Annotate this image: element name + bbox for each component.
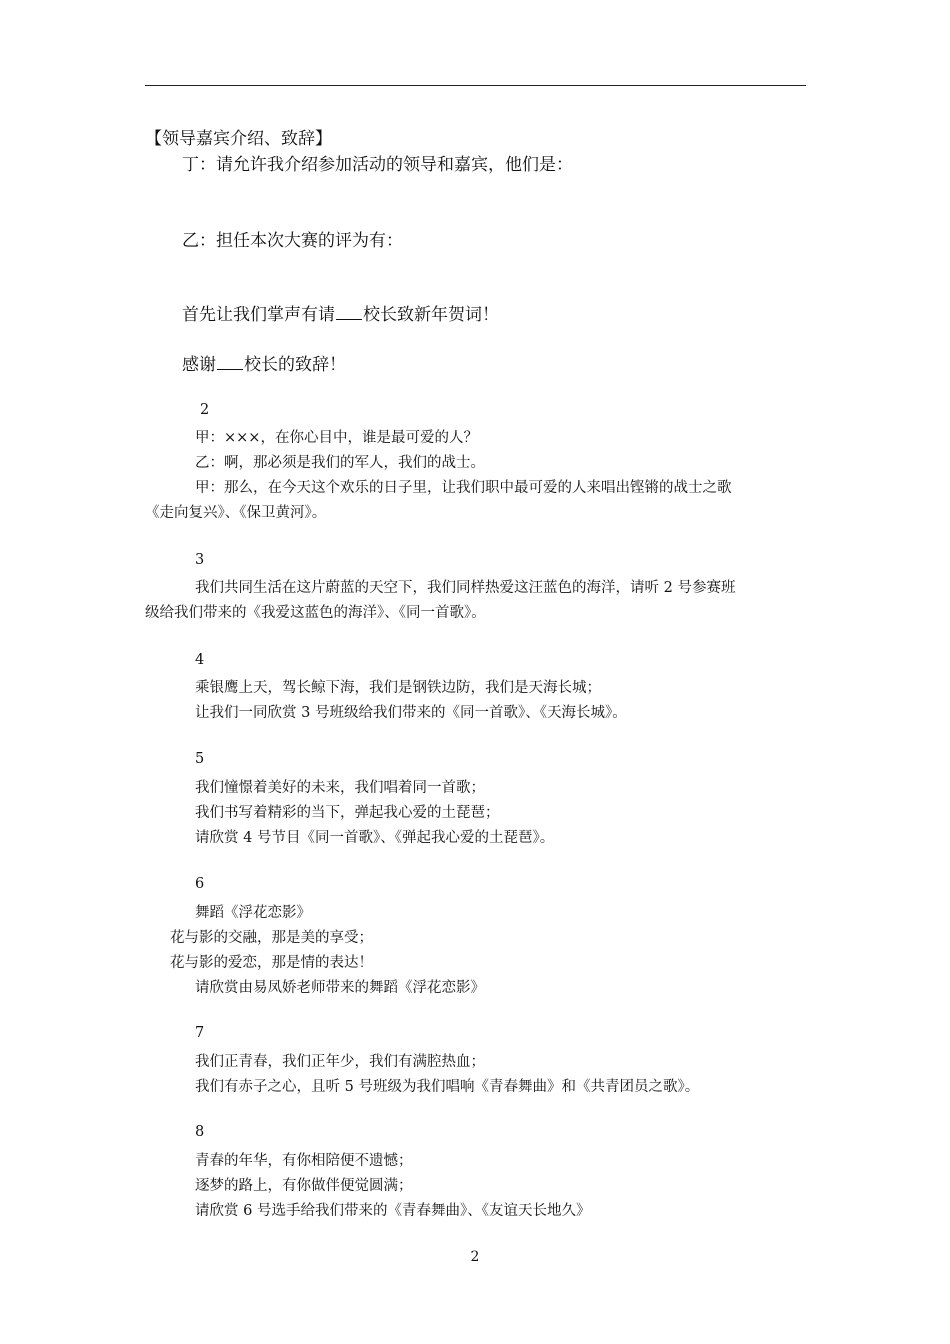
paragraph-ding: 丁：请允许我介绍参加活动的领导和嘉宾，他们是： <box>182 155 573 175</box>
header-rule <box>145 85 806 86</box>
text-line: 甲：那么，在今天这个欢乐的日子里，让我们职中最可爱的人来唱出铿锵的战士之歌 <box>195 480 732 496</box>
section-number: 8 <box>195 1124 205 1140</box>
section-number: 7 <box>195 1025 205 1041</box>
welcome-text-end: 校长致新年贺词！ <box>363 305 499 325</box>
text-line: 我们正青春，我们正年少，我们有满腔热血； <box>195 1054 485 1070</box>
text-line: 甲：×××，在你心目中，谁是最可爱的人？ <box>195 430 478 446</box>
section-number: 4 <box>195 652 205 668</box>
text-line: 舞蹈《浮花恋影》 <box>195 905 311 921</box>
paragraph-welcome <box>182 300 499 325</box>
thanks-text-end: 校长的致辞！ <box>244 355 346 375</box>
text-line: 乙：啊，那必须是我们的军人，我们的战士。 <box>195 455 485 471</box>
blank-line <box>217 353 243 370</box>
thanks-text-start: 感谢 <box>182 355 216 375</box>
page-number: 2 <box>470 1249 480 1265</box>
text-line: 青春的年华，有你相陪便不遗憾； <box>195 1153 413 1169</box>
text-line: 请欣赏由易凤娇老师带来的舞蹈《浮花恋影》 <box>195 980 485 996</box>
section-number: 5 <box>195 751 205 767</box>
text-line: 我们书写着精彩的当下，弹起我心爱的土琵琶； <box>195 805 500 821</box>
text-line: 我们有赤子之心，且听 5 号班级为我们唱响《青春舞曲》和《共青团员之歌》。 <box>195 1079 700 1095</box>
section-heading: 【领导嘉宾介绍、致辞】 <box>145 129 332 149</box>
blank-line <box>336 303 362 320</box>
section-number: 3 <box>195 552 205 568</box>
text-line: 我们憧憬着美好的未来，我们唱着同一首歌； <box>195 780 485 796</box>
text-line: 请欣赏 4 号节目《同一首歌》、《弹起我心爱的土琵琶》。 <box>195 830 555 846</box>
text-line: 我们共同生活在这片蔚蓝的天空下，我们同样热爱这汪蓝色的海洋，请听 2 号参赛班 <box>195 580 736 596</box>
text-line: 花与影的爱恋，那是情的表达！ <box>170 955 373 971</box>
paragraph-yi: 乙：担任本次大赛的评为有： <box>182 231 403 251</box>
section-number: 6 <box>195 876 205 892</box>
welcome-text-start: 首先让我们掌声有请 <box>182 305 335 325</box>
text-line: 逐梦的路上，有你做伴便觉圆满； <box>195 1178 413 1194</box>
text-line: 花与影的交融，那是美的享受； <box>170 930 373 946</box>
section-number: 2 <box>200 402 210 418</box>
text-line: 请欣赏 6 号选手给我们带来的《青春舞曲》、《友谊天长地久》 <box>195 1203 591 1219</box>
paragraph-thanks <box>182 350 346 375</box>
text-line: 《走向复兴》、《保卫黄河》。 <box>145 505 327 521</box>
text-line: 级给我们带来的《我爱这蓝色的海洋》、《同一首歌》。 <box>145 605 486 621</box>
text-line: 乘银鹰上天，驾长鲸下海，我们是钢铁边防，我们是天海长城； <box>195 680 601 696</box>
text-line: 让我们一同欣赏 3 号班级给我们带来的《同一首歌》、《天海长城》。 <box>195 705 627 721</box>
